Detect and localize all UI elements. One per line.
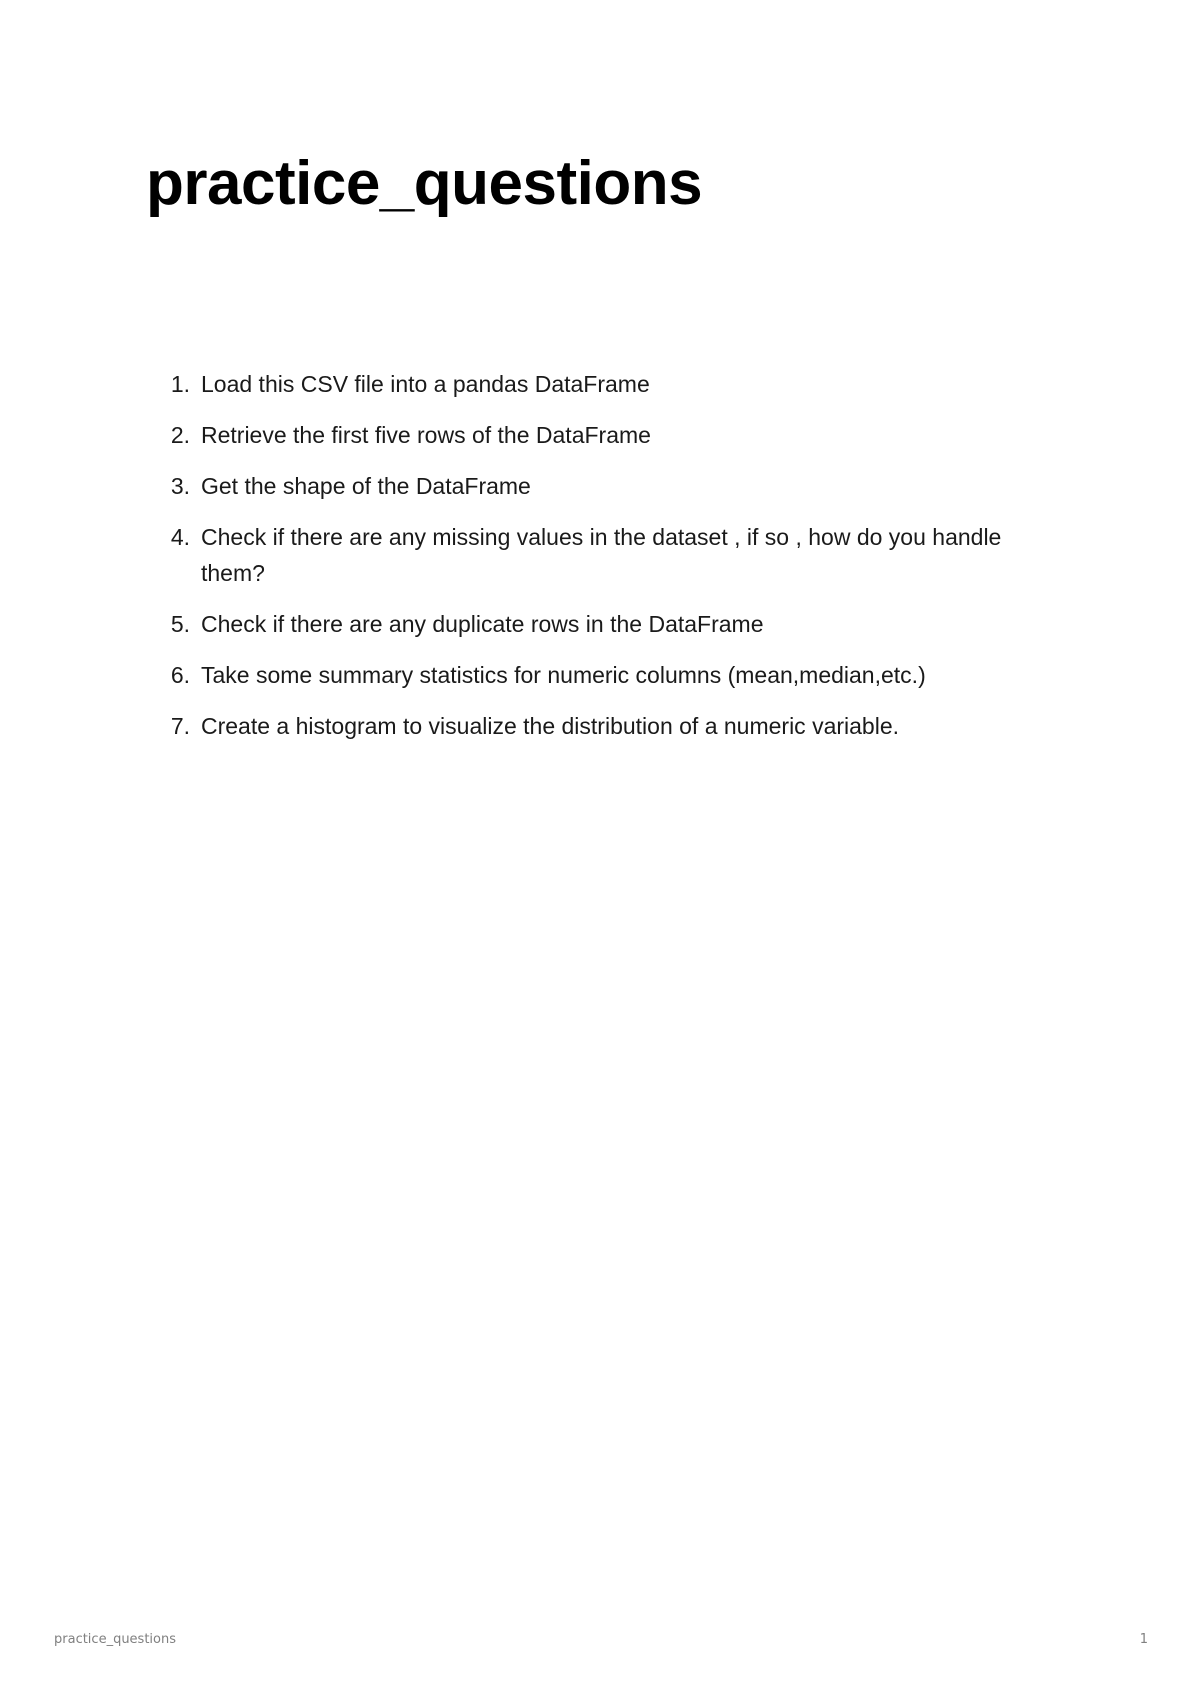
question-text: Create a histogram to visualize the distribution of a numeric variable. — [201, 713, 900, 739]
question-text: Get the shape of the DataFrame — [201, 473, 531, 499]
question-text: Check if there are any duplicate rows in the DataFrame — [201, 611, 764, 637]
question-text: Load this CSV file into a pandas DataFrame — [201, 371, 650, 397]
page-title: practice_questions — [146, 149, 703, 218]
page-footer — [54, 1632, 1148, 1647]
question-number: 4. — [170, 524, 190, 550]
question-number: 1. — [170, 371, 190, 397]
list-item — [150, 519, 1050, 591]
question-text: Retrieve the first five rows of the DataFrame — [201, 422, 651, 448]
footer-doc-name: practice_questions — [54, 1632, 177, 1647]
footer-page-number: 1 — [1139, 1632, 1148, 1647]
question-number: 7. — [170, 713, 190, 739]
question-number: 6. — [170, 662, 190, 688]
list-item — [150, 366, 1050, 402]
list-item — [150, 468, 1050, 504]
question-text: Check if there are any missing values in the dataset , if so , how do you handle them? — [201, 524, 1002, 586]
question-number: 5. — [170, 611, 190, 637]
question-list — [150, 366, 1050, 759]
question-text: Take some summary statistics for numeric columns (mean,median,etc.) — [201, 662, 926, 688]
question-number: 2. — [170, 422, 190, 448]
list-item — [150, 606, 1050, 642]
list-item — [150, 708, 1050, 744]
question-number: 3. — [170, 473, 190, 499]
list-item — [150, 417, 1050, 453]
list-item — [150, 657, 1050, 693]
